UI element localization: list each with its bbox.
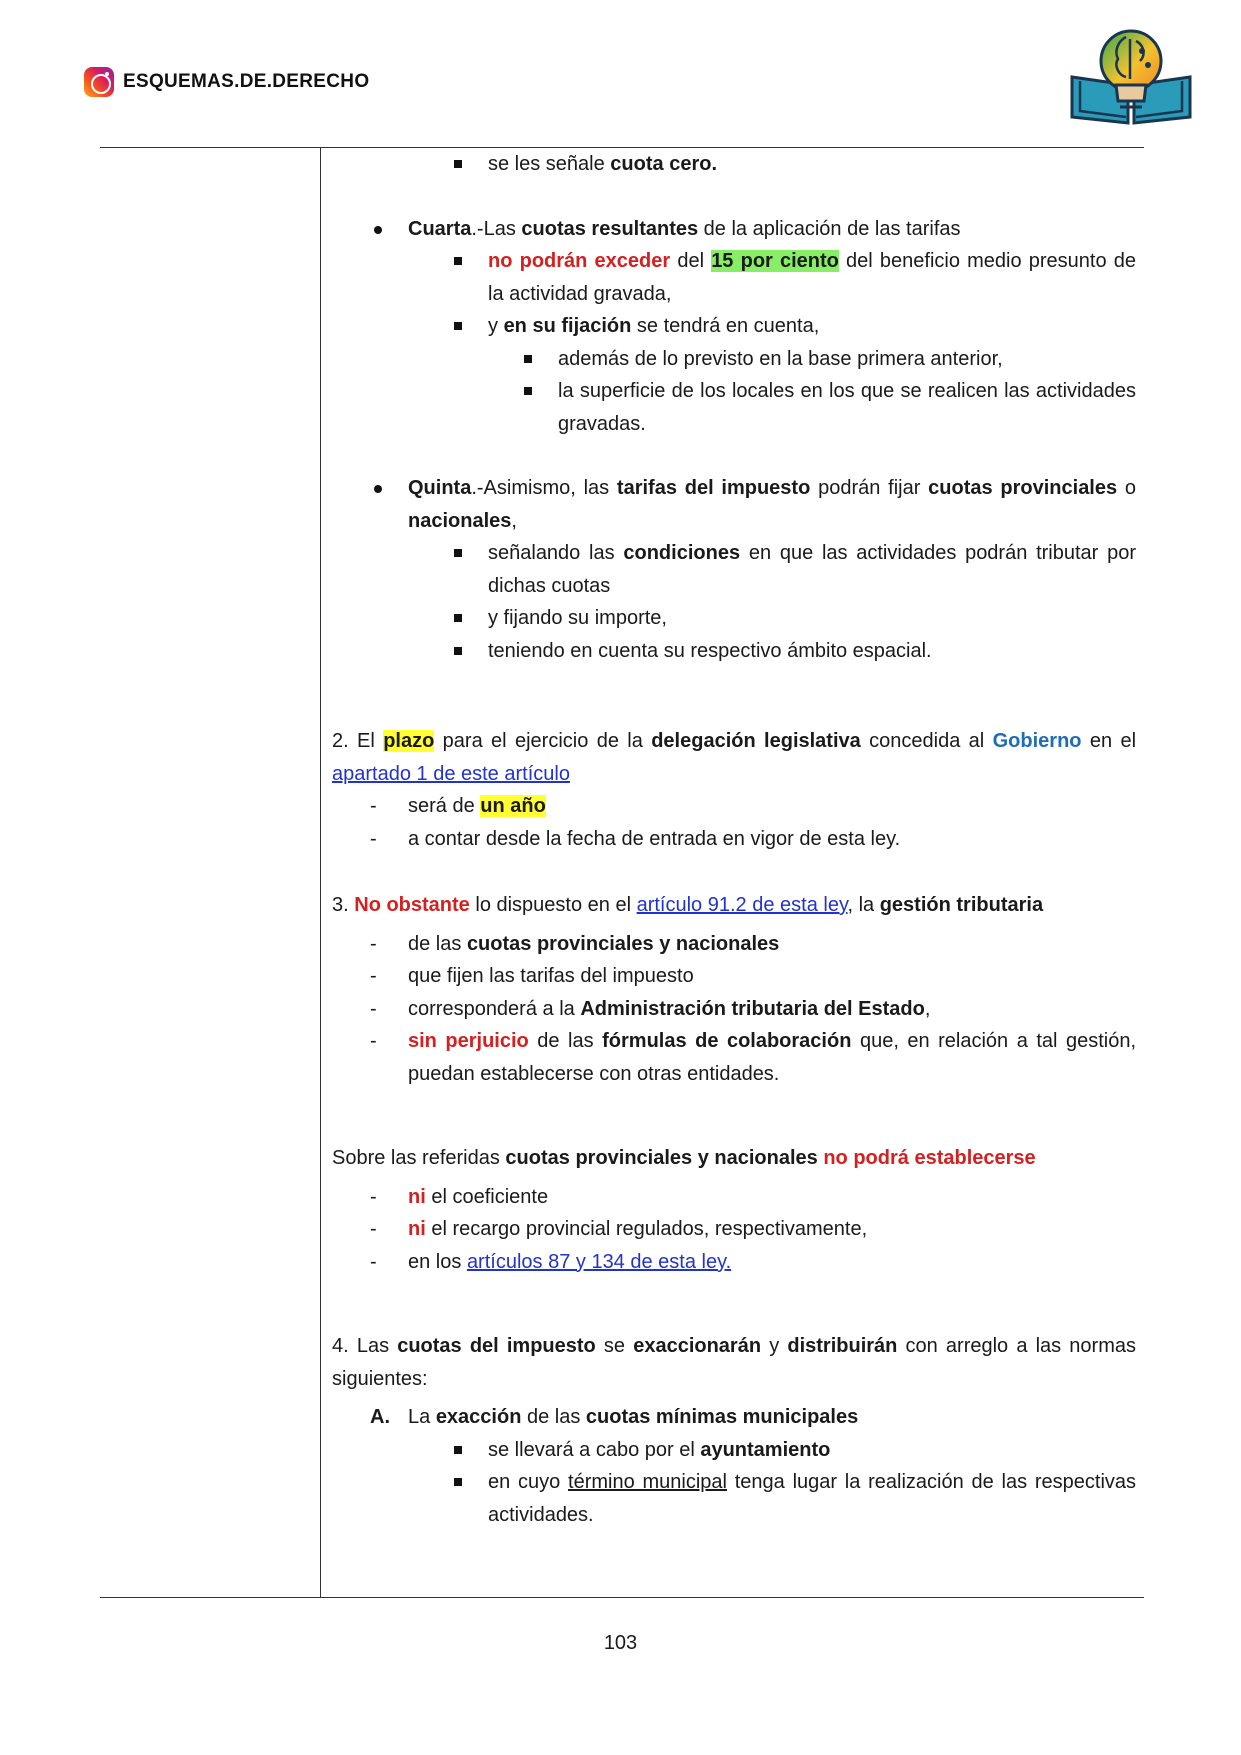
list-item: - ni el coeficiente bbox=[370, 1185, 549, 1208]
square-bullet-icon bbox=[454, 549, 462, 557]
square-bullet-icon bbox=[524, 387, 532, 395]
paragraph-sobre: Sobre las referidas cuotas provinciales y nacionales no podrá establecerse bbox=[332, 1147, 1036, 1169]
square-bullet-icon bbox=[524, 355, 532, 363]
list-item: señalando las condiciones en que las actividades podrán tributar por dichas cuotas bbox=[332, 537, 1136, 602]
list-item: - sin perjuicio de las fórmulas de colaboración que, en relación a tal gestión, puedan establecerse con otras entidades. bbox=[370, 1030, 1137, 1085]
list-item: - que fijen las tarifas del impuesto bbox=[370, 965, 694, 987]
list-item: y fijando su importe, bbox=[332, 602, 1136, 635]
brand bbox=[84, 67, 369, 97]
square-bullet-icon bbox=[454, 257, 462, 265]
list-item: - de las cuotas provinciales y nacionales bbox=[370, 932, 780, 955]
paragraph-4: 4. Las cuotas del impuesto se exaccionarán y distribuirán con arreglo a las normas siguientes: bbox=[332, 1335, 1136, 1390]
list-item: además de lo previsto en la base primera anterior, bbox=[332, 343, 1136, 376]
list-item: - corresponderá a la Administración tributaria del Estado, bbox=[370, 997, 931, 1020]
paragraph-3: 3. No obstante lo dispuesto en el artículo 91.2 de esta ley, la gestión tributaria bbox=[332, 894, 1044, 916]
list-item: teniendo en cuenta su respectivo ámbito espacial. bbox=[332, 635, 1136, 668]
document-body bbox=[332, 148, 1136, 1531]
paragraph-2: 2. El plazo para el ejercicio de la delegación legislativa concedida al Gobierno en el apartado 1 de este artículo bbox=[332, 730, 1137, 785]
square-bullet-icon bbox=[454, 322, 462, 330]
list-item: la superficie de los locales en los que se realicen las actividades gravadas. bbox=[332, 375, 1136, 440]
link-apartado-1[interactable]: apartado 1 de este artículo bbox=[332, 762, 570, 785]
page-header bbox=[0, 0, 1241, 148]
page-number: 103 bbox=[603, 1632, 638, 1654]
square-bullet-icon bbox=[454, 1446, 462, 1454]
bottom-rule bbox=[100, 1597, 1144, 1598]
list-item: no podrán exceder del 15 por ciento del beneficio medio presunto de la actividad gravada, bbox=[332, 245, 1136, 310]
list-item: - será de un año bbox=[370, 795, 546, 817]
list-item: se les señale cuota cero. bbox=[332, 148, 1136, 181]
link-articulos-87-134[interactable]: artículos 87 y 134 de esta ley. bbox=[466, 1250, 732, 1273]
list-item-quinta: Quinta.-Asimismo, las tarifas del impuesto podrán fijar cuotas provinciales o nacionales, bbox=[332, 472, 1136, 537]
list-item-cuarta: Cuarta.-Las cuotas resultantes de la aplicación de las tarifas bbox=[332, 213, 1136, 246]
square-bullet-icon bbox=[454, 647, 462, 655]
brand-name: ESQUEMAS.DE.DERECHO bbox=[123, 71, 370, 92]
instagram-icon bbox=[84, 67, 114, 97]
square-bullet-icon bbox=[454, 614, 462, 622]
round-bullet-icon bbox=[374, 226, 382, 234]
link-articulo-91-2[interactable]: artículo 91.2 de esta ley bbox=[636, 894, 848, 916]
list-item: - a contar desde la fecha de entrada en vigor de esta ley. bbox=[370, 827, 901, 850]
list-item: en cuyo término municipal tenga lugar la realización de las respectivas actividades. bbox=[332, 1466, 1136, 1531]
square-bullet-icon bbox=[454, 160, 462, 168]
list-item: se llevará a cabo por el ayuntamiento bbox=[332, 1434, 1136, 1467]
list-item: - ni el recargo provincial regulados, respectivamente, bbox=[370, 1218, 868, 1240]
brain-lightbulb-book-logo bbox=[1068, 25, 1194, 127]
list-item-A: A. La exacción de las cuotas mínimas municipales bbox=[370, 1406, 859, 1428]
list-item: - en los artículos 87 y 134 de esta ley. bbox=[370, 1250, 732, 1273]
round-bullet-icon bbox=[374, 485, 382, 493]
list-item: y en su fijación se tendrá en cuenta, bbox=[332, 310, 1136, 343]
margin-column-divider bbox=[320, 147, 321, 1598]
square-bullet-icon bbox=[454, 1478, 462, 1486]
